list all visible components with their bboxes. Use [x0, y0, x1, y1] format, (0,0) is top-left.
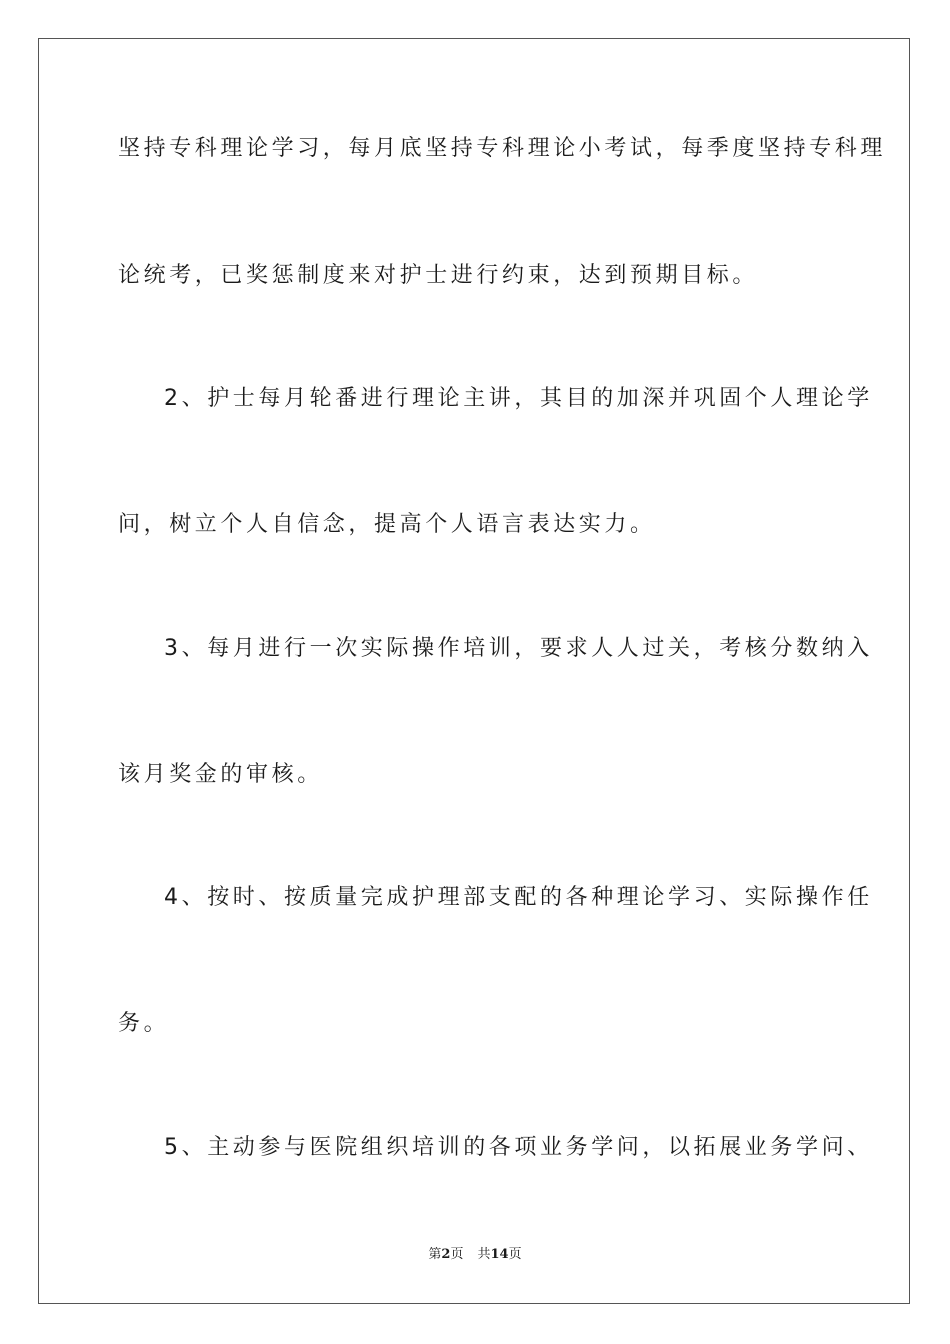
page-footer [0, 1246, 950, 1264]
paragraph-2-line-2: 问，树立个人自信念，提高个人语言表达实力。 [118, 512, 656, 537]
paragraph-2-line-1: 2、护士每月轮番进行理论主讲，其目的加深并巩固个人理论学 [164, 386, 873, 411]
page-suffix: 页 [450, 1247, 464, 1262]
page-number: 2 [441, 1247, 451, 1262]
total-pages: 14 [490, 1247, 509, 1262]
total-prefix: 共 [477, 1247, 491, 1262]
paragraph-4-line-2: 务。 [118, 1011, 170, 1036]
page-prefix: 第 [428, 1247, 442, 1262]
paragraph-5-line-1: 5、主动参与医院组织培训的各项业务学问，以拓展业务学问、 [164, 1135, 873, 1160]
paragraph-4-line-1: 4、按时、按质量完成护理部支配的各种理论学习、实际操作任 [164, 885, 873, 910]
paragraph-3-line-1: 3、每月进行一次实际操作培训，要求人人过关，考核分数纳入 [164, 636, 873, 661]
paragraph-3-line-2: 该月奖金的审核。 [118, 762, 323, 787]
page-border [38, 38, 910, 1304]
text-line-2: 论统考，已奖惩制度来对护士进行约束，达到预期目标。 [118, 263, 759, 288]
total-suffix: 页 [508, 1247, 522, 1262]
text-line-1: 坚持专科理论学习，每月底坚持专科理论小考试，每季度坚持专科理 [118, 136, 887, 161]
